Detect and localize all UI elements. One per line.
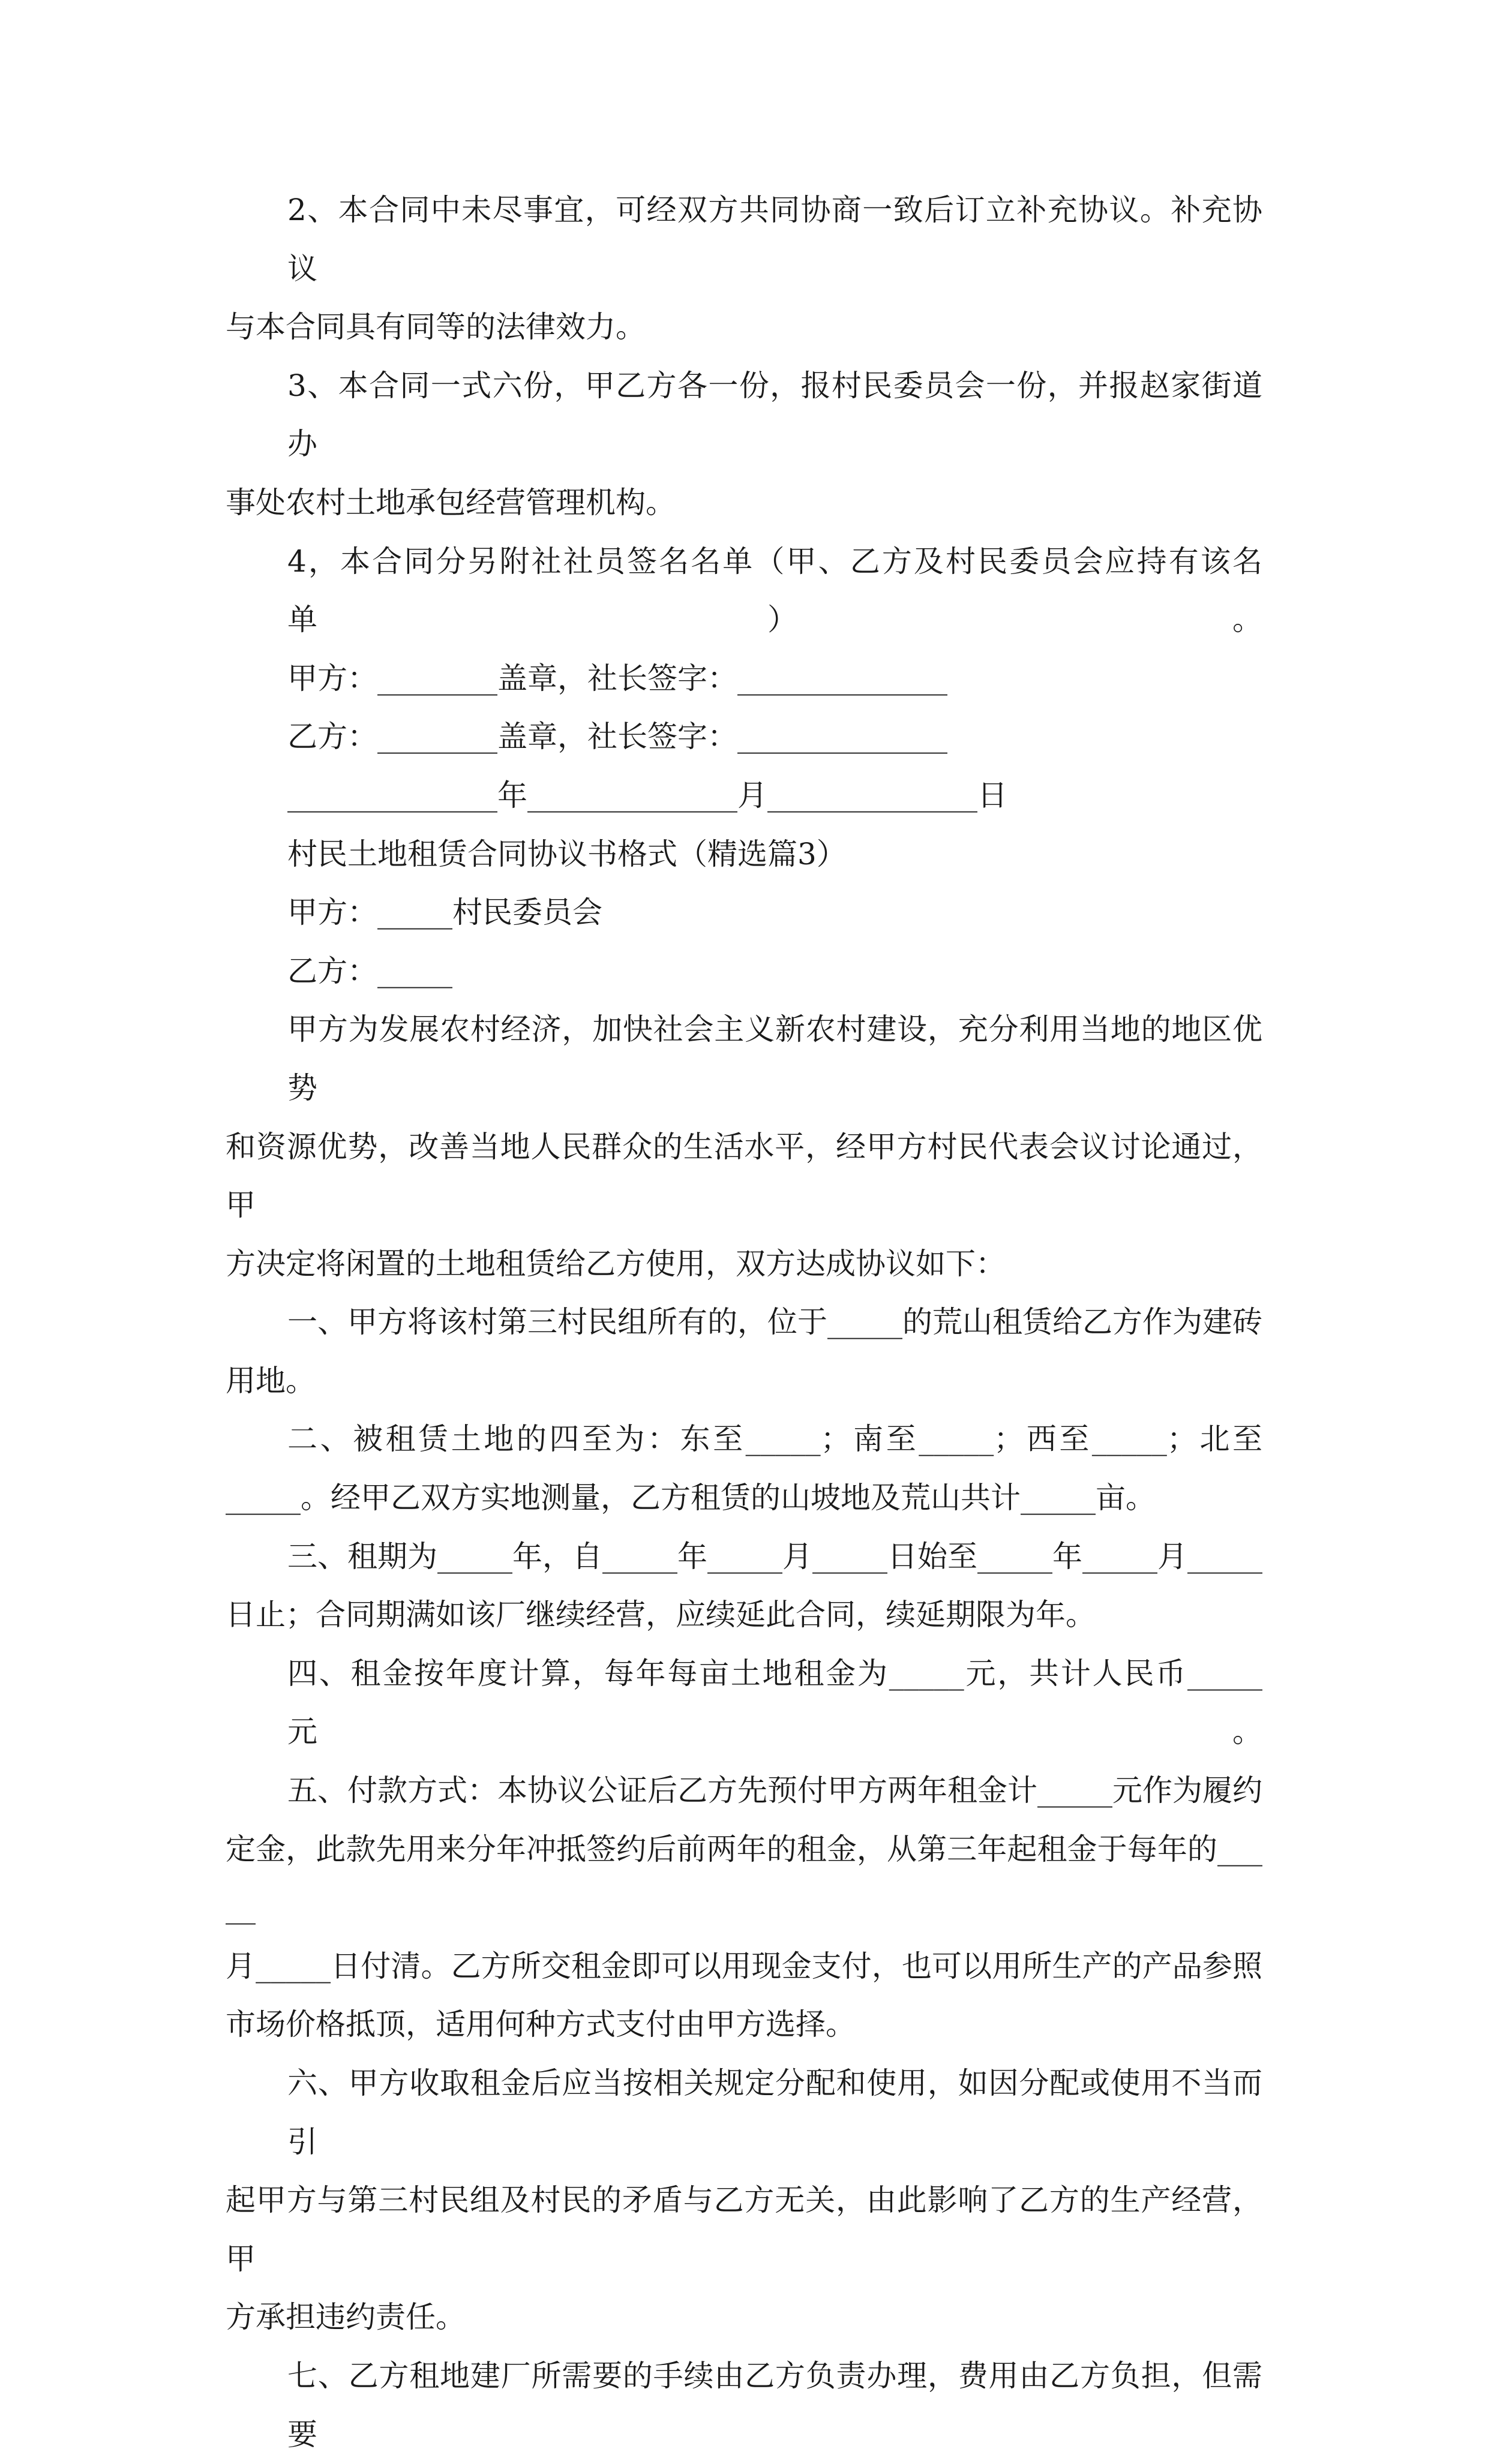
text-line: 定金，此款先用来分年冲抵签约后前两年的租金，从第三年起租金于每年的_____ bbox=[226, 1831, 1262, 1925]
text-line: 日止；合同期满如该厂继续经营，应续延此合同，续延期限为年。 bbox=[226, 1597, 1096, 1633]
text-line: 乙方：________盖章，社长签字：______________ bbox=[287, 719, 947, 755]
text-line: 4，本合同分另附社社员签名名单（甲、乙方及村民委员会应持有该名单）。 bbox=[287, 543, 1262, 638]
text-line: 方决定将闲置的土地租赁给乙方使用，双方达成协议如下： bbox=[226, 1246, 1006, 1281]
text-line: _____。经甲乙双方实地测量，乙方租赁的山坡地及荒山共计_____亩。 bbox=[226, 1480, 1156, 1516]
text-line: 七、乙方租地建厂所需要的手续由乙方负责办理，费用由乙方负担，但需要 bbox=[287, 2358, 1262, 2452]
text-line: 一、甲方将该村第三村民组所有的，位于_____的荒山租赁给乙方作为建砖 bbox=[287, 1305, 1262, 1340]
text-line: 甲方：_____村民委员会 bbox=[287, 895, 602, 930]
text-line: 村民土地租赁合同协议书格式（精选篇3） bbox=[287, 836, 847, 872]
text-line: 乙方：_____ bbox=[287, 953, 452, 988]
text-line: 和资源优势，改善当地人民群众的生活水平，经甲方村民代表会议讨论通过，甲 bbox=[226, 1129, 1262, 1223]
text-line: 甲方：________盖章，社长签字：______________ bbox=[287, 660, 947, 696]
text-line: 市场价格抵顶，适用何种方式支付由甲方选择。 bbox=[226, 2007, 856, 2042]
text-line: 起甲方与第三村民组及村民的矛盾与乙方无关，由此影响了乙方的生产经营，甲 bbox=[226, 2183, 1262, 2276]
text-line: 3、本合同一式六份，甲乙方各一份，报村民委员会一份，并报赵家街道办 bbox=[287, 368, 1262, 462]
text-line: 2、本合同中未尽事宜，可经双方共同协商一致后订立补充协议。补充协议 bbox=[287, 193, 1262, 286]
text-line: ______________年______________月______________日 bbox=[287, 777, 1007, 813]
text-line: 二、被租赁土地的四至为：东至_____；南至_____；西至_____；北至 bbox=[287, 1422, 1262, 1457]
text-line: 六、甲方收取租金后应当按相关规定分配和使用，如因分配或使用不当而引 bbox=[287, 2066, 1262, 2159]
text-line: 月_____日付清。乙方所交租金即可以用现金支付，也可以用所生产的产品参照 bbox=[226, 1948, 1262, 1984]
document-body bbox=[226, 181, 1262, 2464]
text-line: 用地。 bbox=[226, 1363, 316, 1398]
text-line: 甲方为发展农村经济，加快社会主义新农村建设，充分利用当地的地区优势 bbox=[287, 1012, 1262, 1105]
text-line: 四、租金按年度计算，每年每亩土地租金为_____元，共计人民币_____元。 bbox=[287, 1655, 1262, 1750]
text-line: 五、付款方式：本协议公证后乙方先预付甲方两年租金计_____元作为履约 bbox=[287, 1773, 1262, 1808]
text-line: 与本合同具有同等的法律效力。 bbox=[226, 309, 646, 345]
text-line: 三、租期为_____年，自_____年_____月_____日始至_____年_____月_____ bbox=[287, 1539, 1262, 1574]
text-line: 事处农村土地承包经营管理机构。 bbox=[226, 485, 676, 520]
text-line: 方承担违约责任。 bbox=[226, 2300, 466, 2335]
